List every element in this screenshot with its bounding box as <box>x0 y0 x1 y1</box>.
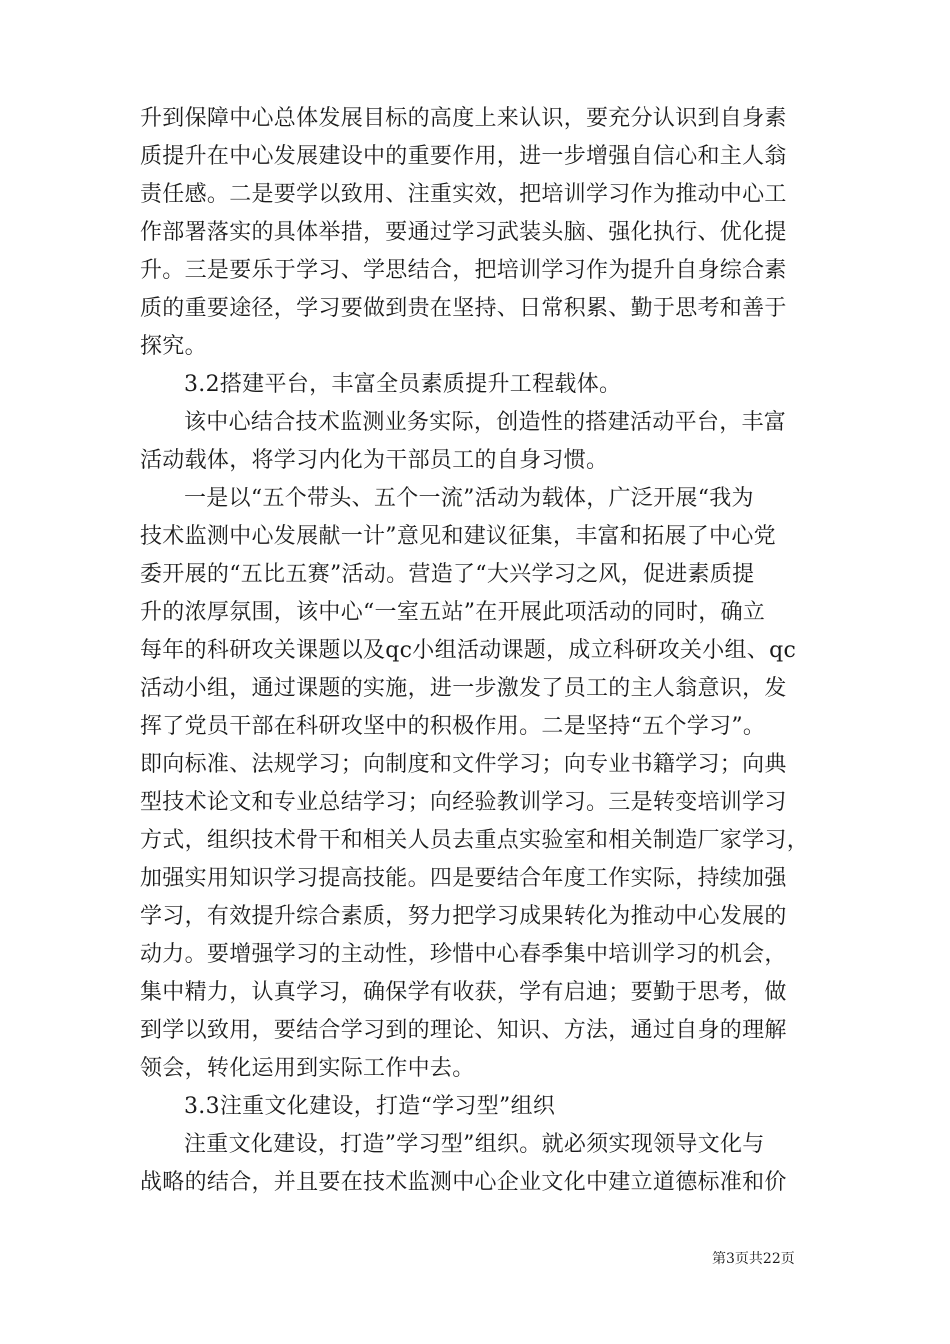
text-line: 活动小组，通过课题的实施，进一步激发了员工的主人翁意识，发 <box>140 676 787 701</box>
text-line: 到学以致用，要结合学习到的理论、知识、方法，通过自身的理解 <box>140 1018 787 1043</box>
text-line: 作部署落实的具体举措，要通过学习武装头脑、强化执行、优化提 <box>140 220 787 245</box>
text-line: 每年的科研攻关课题以及qc小组活动课题，成立科研攻关小组、qc <box>140 638 797 663</box>
text-line: 质的重要途径，学习要做到贵在坚持、日常积累、勤于思考和善于 <box>140 296 787 321</box>
text-line: 一是以“五个带头、五个一流”活动为载体，广泛开展“我为 <box>184 486 754 511</box>
text-line: 升的浓厚氛围，该中心“一室五站”在开展此项活动的同时，确立 <box>140 600 766 625</box>
text-line: 注重文化建设，打造”学习型”组织。就必须实现领导文化与 <box>184 1132 765 1157</box>
text-line: 活动载体，将学习内化为干部员工的自身习惯。 <box>140 448 609 473</box>
text-line: 技术监测中心发展献一计”意见和建议征集，丰富和拓展了中心党 <box>140 524 776 549</box>
text-line: 委开展的“五比五赛”活动。营造了“大兴学习之风，促进素质提 <box>140 562 755 587</box>
section-heading-3-3: 3.3注重文化建设，打造“学习型”组织 <box>184 1094 556 1119</box>
text-line: 学习，有效提升综合素质，努力把学习成果转化为推动中心发展的 <box>140 904 787 929</box>
text-line: 质提升在中心发展建设中的重要作用，进一步增强自信心和主人翁 <box>140 144 787 169</box>
text-line: 方式，组织技术骨干和相关人员去重点实验室和相关制造厂家学习， <box>140 828 810 853</box>
text-line: 升。三是要乐于学习、学思结合，把培训学习作为提升自身综合素 <box>140 258 787 283</box>
text-line: 探究。 <box>140 334 207 359</box>
text-line: 领会，转化运用到实际工作中去。 <box>140 1056 475 1081</box>
text-line: 升到保障中心总体发展目标的高度上来认识，要充分认识到自身素 <box>140 106 787 131</box>
section-heading-3-2: 3.2搭建平台，丰富全员素质提升工程载体。 <box>184 372 622 397</box>
text-line: 战略的结合，并且要在技术监测中心企业文化中建立道德标准和价 <box>140 1170 787 1195</box>
text-line: 挥了党员干部在科研攻坚中的积极作用。二是坚持“五个学习”。 <box>140 714 766 739</box>
text-line: 型技术论文和专业总结学习；向经验教训学习。三是转变培训学习 <box>140 790 787 815</box>
text-line: 该中心结合技术监测业务实际，创造性的搭建活动平台，丰富 <box>184 410 787 435</box>
text-line: 动力。要增强学习的主动性，珍惜中心春季集中培训学习的机会， <box>140 942 787 967</box>
page-number: 第3页共22页 <box>712 1251 795 1267</box>
text-line: 责任感。二是要学以致用、注重实效，把培训学习作为推动中心工 <box>140 182 787 207</box>
text-line: 加强实用知识学习提高技能。四是要结合年度工作实际，持续加强 <box>140 866 787 891</box>
text-line: 集中精力，认真学习，确保学有收获，学有启迪；要勤于思考，做 <box>140 980 787 1005</box>
document-body <box>140 100 820 1202</box>
text-line: 即向标准、法规学习；向制度和文件学习；向专业书籍学习；向典 <box>140 752 787 777</box>
